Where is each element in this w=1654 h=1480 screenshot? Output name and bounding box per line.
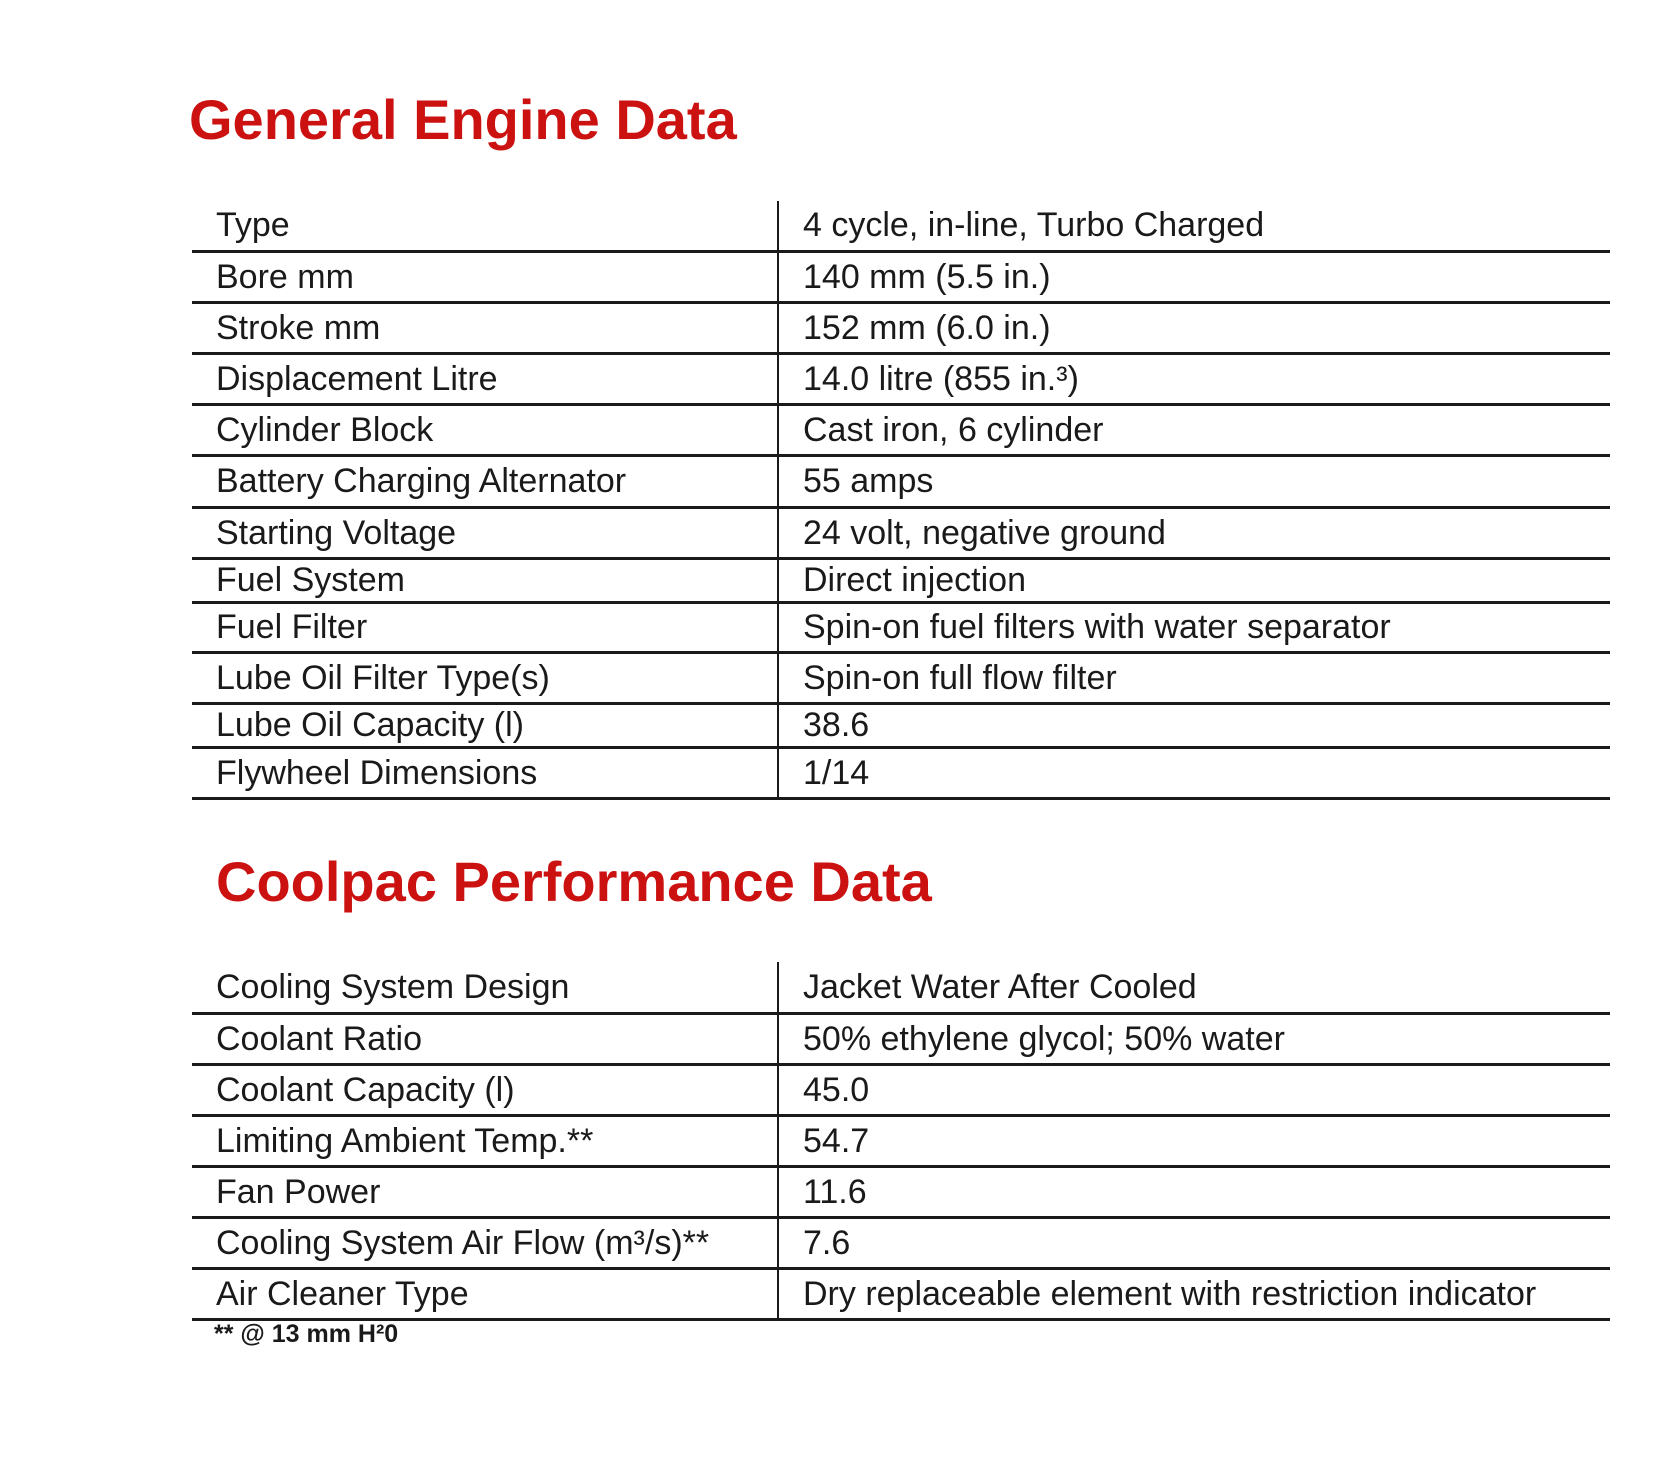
table-row bbox=[192, 1217, 1610, 1268]
spec-value: 45.0 bbox=[803, 1070, 870, 1109]
spec-value: Jacket Water After Cooled bbox=[803, 967, 1197, 1006]
spec-label: Cooling System Air Flow (m³/s)** bbox=[192, 1217, 778, 1268]
spec-value: 140 mm (5.5 in.) bbox=[803, 257, 1051, 296]
table-row bbox=[192, 703, 1610, 747]
spec-value: 152 mm (6.0 in.) bbox=[803, 308, 1051, 347]
table-row bbox=[192, 1013, 1610, 1064]
spec-value: Cast iron, 6 cylinder bbox=[803, 410, 1104, 449]
table-row bbox=[192, 1268, 1610, 1319]
table-row bbox=[192, 652, 1610, 703]
spec-label: Limiting Ambient Temp.** bbox=[192, 1115, 778, 1166]
spec-value: 7.6 bbox=[803, 1223, 851, 1262]
spec-value: 54.7 bbox=[803, 1121, 870, 1160]
table-row bbox=[192, 747, 1610, 798]
spec-value: Spin-on fuel filters with water separator bbox=[803, 608, 1391, 646]
spec-value: 55 amps bbox=[803, 462, 934, 500]
table-row bbox=[192, 404, 1610, 455]
spec-value: 11.6 bbox=[803, 1172, 867, 1211]
table-row bbox=[192, 302, 1610, 353]
spec-value: 4 cycle, in-line, Turbo Charged bbox=[803, 206, 1265, 245]
spec-value: 1/14 bbox=[803, 753, 870, 792]
table-row bbox=[192, 251, 1610, 302]
spec-label: Starting Voltage bbox=[192, 507, 778, 558]
table-row bbox=[192, 507, 1610, 558]
general-engine-data-table bbox=[192, 201, 1610, 800]
spec-value: 50% ethylene glycol; 50% water bbox=[803, 1019, 1285, 1058]
coolpac-performance-data-table bbox=[192, 962, 1610, 1321]
table-row bbox=[192, 455, 1610, 507]
spec-label: Coolant Ratio bbox=[192, 1013, 778, 1064]
spec-label: Displacement Litre bbox=[192, 353, 778, 404]
footnote: ** @ 13 mm H²0 bbox=[214, 1320, 399, 1348]
spec-label: Cooling System Design bbox=[192, 962, 778, 1013]
table-row bbox=[192, 201, 1610, 251]
general-engine-data-title: General Engine Data bbox=[189, 88, 737, 151]
spec-label: Lube Oil Capacity (l) bbox=[192, 703, 778, 747]
table-row bbox=[192, 558, 1610, 602]
spec-label: Lube Oil Filter Type(s) bbox=[192, 652, 778, 703]
spec-label: Bore mm bbox=[192, 251, 778, 302]
table-row bbox=[192, 1166, 1610, 1217]
spec-value: 24 volt, negative ground bbox=[803, 513, 1166, 552]
spec-label: Type bbox=[192, 201, 778, 251]
spec-label: Flywheel Dimensions bbox=[192, 747, 778, 798]
table-row bbox=[192, 962, 1610, 1013]
spec-value: Spin-on full flow filter bbox=[803, 658, 1117, 697]
spec-value: 14.0 litre (855 in.³) bbox=[803, 359, 1079, 398]
spec-value: Direct injection bbox=[803, 561, 1026, 599]
spec-label: Cylinder Block bbox=[192, 404, 778, 455]
spec-label: Coolant Capacity (l) bbox=[192, 1064, 778, 1115]
spec-value: 38.6 bbox=[803, 706, 870, 744]
table-row bbox=[192, 353, 1610, 404]
spec-label: Fan Power bbox=[192, 1166, 778, 1217]
table-row bbox=[192, 602, 1610, 652]
table-row bbox=[192, 1064, 1610, 1115]
spec-label: Air Cleaner Type bbox=[192, 1268, 778, 1319]
table-row bbox=[192, 1115, 1610, 1166]
spec-label: Battery Charging Alternator bbox=[192, 455, 778, 507]
spec-label: Stroke mm bbox=[192, 302, 778, 353]
coolpac-performance-data-title: Coolpac Performance Data bbox=[216, 850, 932, 913]
spec-value: Dry replaceable element with restriction indicator bbox=[803, 1274, 1537, 1313]
spec-label: Fuel Filter bbox=[192, 602, 778, 652]
spec-label: Fuel System bbox=[192, 558, 778, 602]
